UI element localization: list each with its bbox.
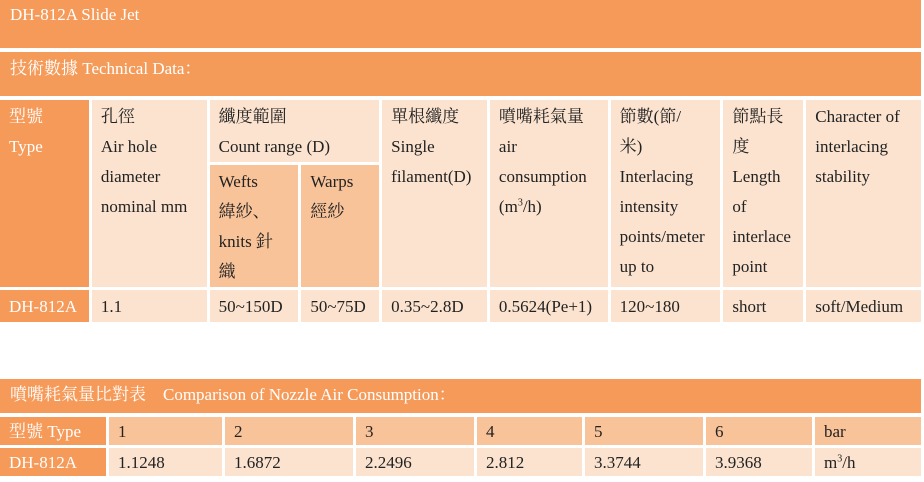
header-air-hole-en: nominal mm: [100, 197, 188, 216]
nozzle-air-comparison-table: [0, 414, 924, 479]
header-interlace-length-en: point: [732, 257, 768, 276]
header-interlacing-intensity-en: points/meter: [619, 227, 705, 246]
pressure-unit-cell: bar: [815, 417, 921, 445]
header-air-consumption: [490, 100, 608, 287]
section-heading-technical-data: 技術數據 Technical Data：: [0, 52, 921, 96]
consumption-unit-cell: $m^3/h$: [815, 448, 921, 476]
cell-interlacing-intensity: 120~180: [611, 290, 721, 322]
consumption-cell: 2.812: [477, 448, 582, 476]
header-single-filament-en: Single: [391, 137, 435, 156]
table-row: [0, 448, 921, 476]
header-air-hole: [92, 100, 207, 287]
pressure-cell: 4: [477, 417, 582, 445]
consumption-cell: 1.1248: [109, 448, 222, 476]
cell-air-hole: 1.1: [92, 290, 207, 322]
header-interlace-length: [723, 100, 803, 287]
consumption-cell: 3.3744: [585, 448, 703, 476]
header-count-range: [210, 100, 380, 162]
pressure-cell: 5: [585, 417, 703, 445]
cell-wefts: 50~150D: [210, 290, 299, 322]
header-interlace-length-en: of: [732, 197, 747, 216]
header-interlace-length-zh: 節點長: [732, 107, 784, 126]
header-air-consumption-unit: $(m^3/h)$: [498, 197, 542, 216]
header-character-en: interlacing: [815, 137, 888, 156]
header-wefts-knits: knits 針: [218, 232, 273, 251]
header-air-consumption-en: air: [498, 137, 517, 156]
consumption-cell: 1.6872: [225, 448, 353, 476]
header-air-hole-en: diameter: [100, 167, 161, 186]
header-air-consumption-en: consumption: [498, 167, 587, 186]
cell-character: soft/Medium: [806, 290, 921, 322]
comparison-header-type: 型號 Type: [0, 417, 106, 445]
header-interlacing-intensity-zh: 米): [619, 137, 643, 156]
header-character-en: stability: [815, 167, 871, 186]
header-count-range-zh: 纖度範圍: [218, 107, 287, 126]
header-warps-en: Warps: [310, 172, 354, 191]
header-interlace-length-en: interlace: [732, 227, 791, 246]
comparison-row-type: DH-812A: [0, 448, 106, 476]
header-interlacing-intensity-en: Interlacing: [619, 167, 694, 186]
cell-air-consumption: 0.5624(Pe+1): [490, 290, 608, 322]
table-row: [0, 290, 921, 322]
technical-data-table: [0, 97, 924, 325]
cell-warps: 50~75D: [301, 290, 379, 322]
header-single-filament: [382, 100, 487, 287]
header-type-en: Type: [9, 137, 43, 156]
header-wefts-zh: 緯紗、: [218, 202, 270, 221]
pressure-cell: 6: [706, 417, 812, 445]
header-count-range-en: Count range (D): [218, 137, 331, 156]
cell-type: DH-812A: [0, 290, 89, 322]
cell-single-filament: 0.35~2.8D: [382, 290, 487, 322]
header-character-en: Character of: [815, 107, 900, 126]
header-interlacing-intensity: [611, 100, 721, 287]
comparison-header-row: [0, 417, 921, 445]
pressure-cell: 1: [109, 417, 222, 445]
header-character: [806, 100, 921, 287]
header-air-hole-en: Air hole: [100, 137, 158, 156]
header-single-filament-en: filament(D): [391, 167, 472, 186]
header-air-hole-zh: 孔徑: [100, 107, 135, 126]
header-air-consumption-zh: 噴嘴耗氣量: [498, 107, 584, 126]
page-title: DH-812A Slide Jet: [0, 0, 921, 48]
header-interlacing-intensity-en: up to: [619, 257, 655, 276]
header-interlacing-intensity-zh: 節數(節/: [619, 107, 682, 126]
header-type-zh: 型號: [9, 107, 43, 126]
header-wefts-en: Wefts: [218, 172, 258, 191]
header-type: [0, 100, 89, 287]
section-heading-nozzle-comparison: 噴嘴耗氣量比對表 Comparison of Nozzle Air Consumption：: [0, 379, 921, 413]
header-warps: [301, 165, 379, 287]
header-single-filament-zh: 單根纖度: [391, 107, 460, 126]
header-warps-zh: 經紗: [310, 202, 345, 221]
consumption-cell: 2.2496: [356, 448, 474, 476]
consumption-cell: 3.9368: [706, 448, 812, 476]
pressure-cell: 2: [225, 417, 353, 445]
header-interlacing-intensity-en: intensity: [619, 197, 679, 216]
header-interlace-length-zh: 度: [732, 137, 750, 156]
cell-interlace-length: short: [723, 290, 803, 322]
pressure-cell: 3: [356, 417, 474, 445]
header-wefts-zh: 織: [218, 262, 236, 281]
header-wefts: [210, 165, 299, 287]
table-header-row: [0, 100, 921, 162]
header-interlace-length-en: Length: [732, 167, 781, 186]
